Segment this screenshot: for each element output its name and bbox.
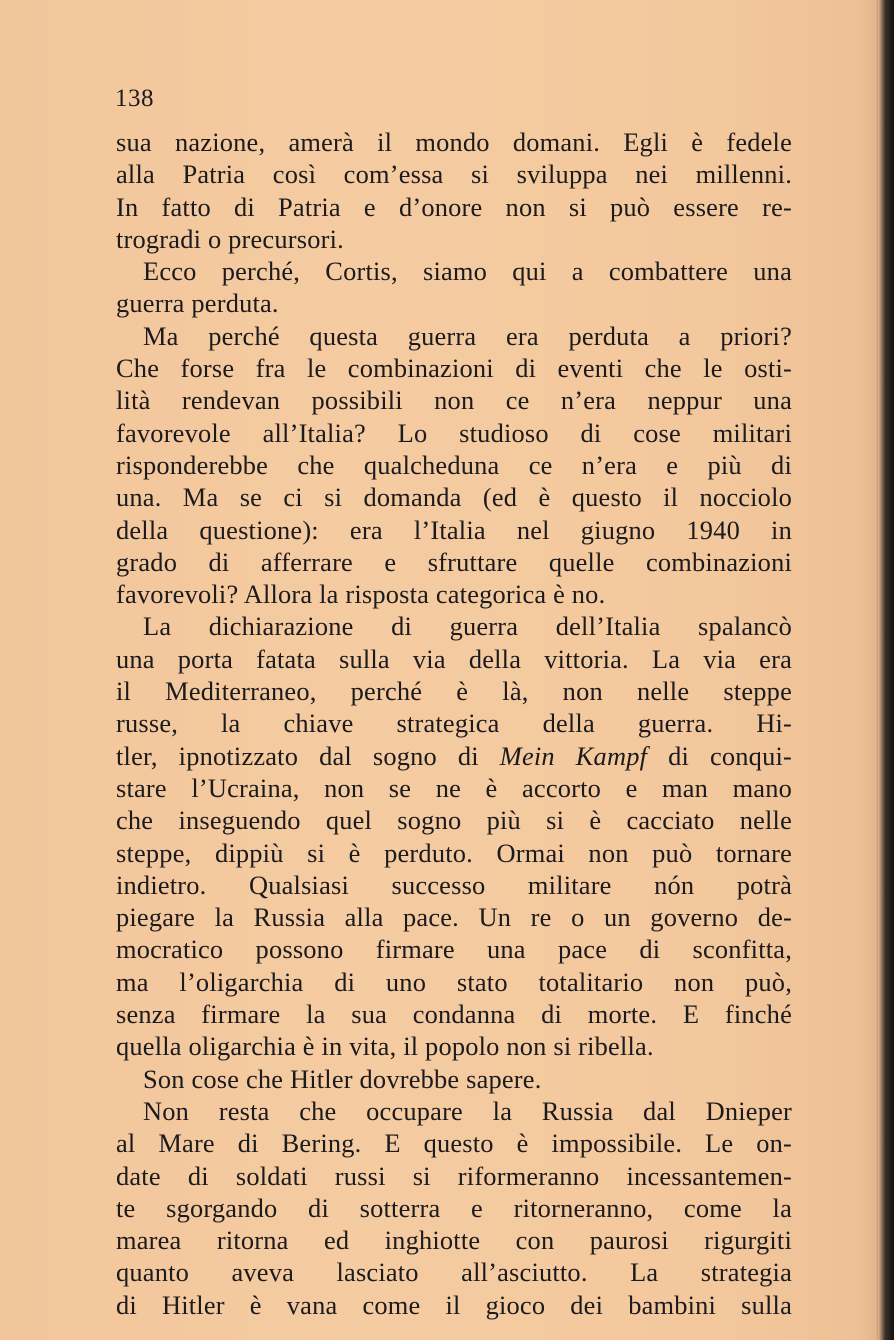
page-number: 138: [115, 85, 154, 112]
text-line: russe, la chiave strategica della guerra. Hi-: [116, 708, 792, 739]
text-line: marea ritorna ed inghiotte con paurosi rigurgiti: [116, 1225, 792, 1256]
text-line: una. Ma se ci si domanda (ed è questo il nocciolo: [116, 482, 792, 513]
text-line: della questione): era l’Italia nel giugno 1940 in: [116, 514, 792, 545]
book-spine-shadow: [878, 0, 894, 1340]
text-line: che inseguendo quel sogno più si è cacciato nelle: [116, 805, 792, 836]
text-line: senza firmare la sua condanna di morte. E finché: [116, 999, 792, 1030]
text-line: ma l’oligarchia di uno stato totalitario non può,: [116, 966, 792, 997]
text-line-segment: di conqui-: [647, 740, 792, 771]
text-line: steppe, dippiù si è perduto. Ormai non può tornare: [116, 837, 792, 868]
text-line: Ma perché questa guerra era perduta a priori?: [143, 320, 792, 351]
text-line: risponderebbe che qualcheduna ce n’era e più di: [116, 449, 792, 480]
text-line: al Mare di Bering. E questo è impossibile. Le on-: [116, 1128, 792, 1159]
body-text: [116, 126, 792, 1321]
text-line: Che forse fra le combinazioni di eventi che le osti-: [116, 353, 792, 384]
text-line: trogradi o precursori.: [116, 223, 344, 254]
text-line: [116, 740, 792, 772]
text-line: il Mediterraneo, perché è là, non nelle steppe: [116, 676, 792, 707]
text-line: alla Patria così com’essa si sviluppa nei millenni.: [116, 159, 792, 190]
text-line: La dichiarazione di guerra dell’Italia spalancò: [143, 611, 792, 642]
text-line: guerra perduta.: [116, 288, 279, 319]
book-title-italic: Mein Kampf: [499, 740, 648, 771]
text-line: te sgorgando di sotterra e ritorneranno, come la: [116, 1192, 792, 1223]
text-line: Non resta che occupare la Russia dal Dnieper: [143, 1095, 792, 1126]
text-line: favorevole all’Italia? Lo studioso di cose militari: [116, 417, 792, 448]
text-line: sua nazione, amerà il mondo domani. Egli è fedele: [116, 127, 792, 157]
text-line: di Hitler è vana come il gioco dei bambini sulla: [116, 1289, 792, 1320]
text-line: In fatto di Patria e d’onore non si può essere re-: [116, 191, 792, 222]
text-line-segment: tler, ipnotizzato dal sogno di: [116, 740, 500, 771]
text-line: piegare la Russia alla pace. Un re o un governo de-: [116, 902, 792, 933]
text-line: mocratico possono firmare una pace di sconfitta,: [116, 934, 792, 965]
text-line: grado di afferrare e sfruttare quelle combinazioni: [116, 546, 792, 577]
text-line: una porta fatata sulla via della vittoria. La via era: [116, 643, 792, 674]
text-line: lità rendevan possibili non ce n’era neppur una: [116, 385, 792, 416]
text-line: favorevoli? Allora la risposta categorica è no.: [116, 579, 606, 610]
text-line: stare l’Ucraina, non se ne è accorto e man mano: [116, 772, 792, 803]
text-line: indietro. Qualsiasi successo militare nón potrà: [116, 869, 792, 900]
text-line: quella oligarchia è in vita, il popolo non si ribella.: [116, 1031, 654, 1062]
text-line: quanto aveva lasciato all’asciutto. La strategia: [116, 1257, 792, 1288]
text-line: date di soldati russi si riformeranno incessantemen-: [116, 1160, 792, 1191]
text-line: Son cose che Hitler dovrebbe sapere.: [143, 1063, 542, 1094]
text-line: Ecco perché, Cortis, siamo qui a combattere una: [143, 256, 792, 287]
